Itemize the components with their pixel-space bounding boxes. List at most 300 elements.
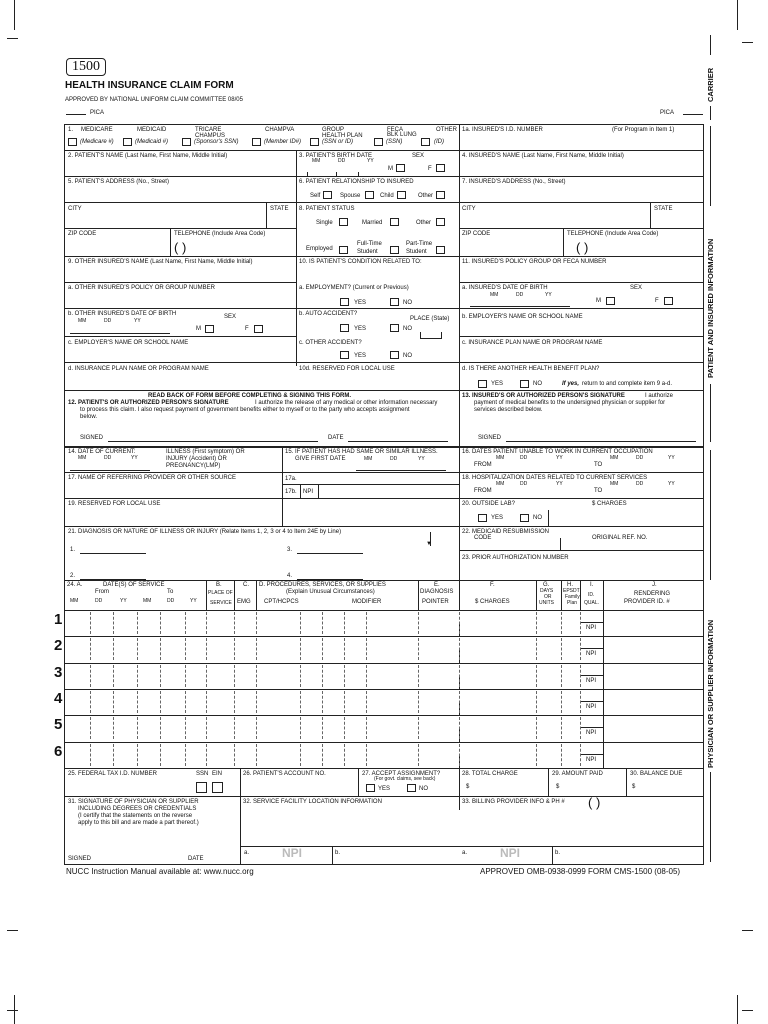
status-fulltime[interactable]: [390, 246, 399, 254]
form-line: [206, 580, 207, 610]
service-line-divider: [206, 744, 207, 766]
box6-label-label: 6. PATIENT RELATIONSHIP TO INSURED: [299, 179, 414, 185]
box11-c-label: c. INSURANCE PLAN NAME OR PROGRAM NAME: [462, 340, 603, 346]
service-line-divider: [322, 638, 323, 660]
box7-paren-label: ( ): [576, 240, 589, 255]
form-line: [418, 580, 419, 610]
box3-dd-label: DD: [338, 158, 346, 164]
service-line-divider: [206, 665, 207, 687]
box26-label: 26. PATIENT'S ACCOUNT NO.: [243, 771, 326, 777]
common-yy-label: YY: [134, 318, 141, 324]
box6-opts-0-label: Self: [310, 193, 321, 199]
insured-id-label: 1a. INSURED'S I.D. NUMBER: [462, 127, 543, 133]
status-employed[interactable]: [339, 246, 348, 254]
box24-cpt-label: CPT/HCPCS: [264, 599, 299, 605]
box10-place-label: PLACE (State): [410, 316, 450, 322]
service-line-divider: [561, 691, 562, 713]
service-line-divider: [256, 717, 257, 739]
service-line-divider: [256, 691, 257, 713]
form-line: [318, 484, 319, 498]
form-line: [64, 336, 296, 337]
service-line-divider: [322, 612, 323, 634]
outside-lab-no[interactable]: [520, 514, 529, 522]
common-mm-label: MM: [496, 455, 505, 461]
service-line-divider: [113, 665, 114, 687]
service-line-divider: [206, 638, 207, 660]
box1-options-1-label: MEDICAID: [137, 127, 167, 133]
rel-other-checkbox[interactable]: [436, 191, 445, 199]
service-line-divider: [418, 612, 419, 634]
box16-from-label: FROM: [474, 462, 492, 468]
box24-j-label: J.: [652, 582, 657, 588]
service-line-divider: [536, 717, 537, 739]
service-line-divider: [137, 717, 138, 739]
box13-signed-label: SIGNED: [478, 435, 502, 441]
status-other[interactable]: [436, 218, 445, 226]
common-no-label: NO: [533, 381, 542, 387]
form-line: [650, 202, 651, 228]
box8-other-label: Other: [416, 220, 432, 226]
box8-student-label: Student: [357, 249, 378, 255]
box29-dollar-label: $: [556, 784, 560, 790]
another-plan-no[interactable]: [520, 380, 529, 388]
box1-sub1-label: CHAMPUS: [195, 133, 226, 139]
service-line-divider: [90, 612, 91, 634]
common-mm-label: MM: [496, 481, 505, 487]
status-parttime[interactable]: [436, 246, 445, 254]
form-line: [282, 484, 459, 485]
form-line: [64, 362, 704, 363]
other-accident-yes[interactable]: [340, 351, 349, 359]
box9-d-label: d. INSURANCE PLAN NAME OR PROGRAM NAME: [68, 366, 209, 372]
box18-label-label: 18. HOSPITALIZATION DATES RELATED TO CURRENT SERVICES: [462, 475, 648, 481]
employment-yes[interactable]: [340, 298, 349, 306]
box15-l1-label: 15. IF PATIENT HAS HAD SAME OR SIMILAR ILLNESS.: [285, 449, 438, 455]
common-m-label: M: [596, 298, 601, 304]
box12-text3-label: below.: [80, 414, 98, 420]
box27-label-label: 27. ACCEPT ASSIGNMENT?: [362, 771, 441, 777]
box25-ein-label: EIN: [212, 771, 223, 777]
form-line: [358, 768, 359, 796]
medicare-checkbox[interactable]: [68, 138, 77, 146]
common-dd-label: DD: [636, 481, 644, 487]
box25-ssn-label: SSN: [196, 771, 209, 777]
employment-no[interactable]: [390, 298, 399, 306]
box24-f2-label: $ CHARGES: [475, 599, 510, 605]
common-yy-label: YY: [190, 598, 197, 604]
service-line-mid: [580, 727, 603, 728]
box21-n1-label: 1.: [70, 547, 76, 553]
box31-date-label: DATE: [188, 856, 204, 862]
common-mm-label: MM: [490, 292, 499, 298]
form-line: [506, 441, 696, 442]
box8-fts-label: Full-Time: [357, 241, 382, 247]
box24-e3-label: POINTER: [422, 599, 449, 605]
box9-sex-label: SEX: [630, 285, 643, 291]
approved-by: APPROVED BY NATIONAL UNIFORM CLAIM COMMITTEE 08/05: [65, 97, 243, 103]
rel-self-checkbox[interactable]: [323, 191, 332, 199]
box30-dollar-label: $: [632, 784, 636, 790]
common-yy-label: YY: [556, 455, 563, 461]
box1a-note-label: (For Program in Item 1): [612, 127, 675, 133]
box24-d2-label: (Explain Unusual Circumstances): [286, 589, 375, 595]
box24-h4-label: Plan: [567, 600, 578, 606]
box18-to-label: TO: [594, 488, 603, 494]
box31-l1-label: 31. SIGNATURE OF PHYSICIAN OR SUPPLIER: [68, 799, 199, 805]
box33-npi-label: NPI: [500, 846, 521, 860]
accept-assignment-no[interactable]: [407, 784, 416, 792]
form-line: [548, 768, 549, 796]
box4-label: 4. INSURED'S NAME (Last Name, First Name, Middle Initial): [462, 153, 624, 159]
box31-signed-label: SIGNED: [68, 856, 92, 862]
common-dd-label: DD: [636, 455, 644, 461]
box8-label-label: 8. PATIENT STATUS: [299, 206, 355, 212]
form-line: [256, 580, 257, 610]
service-line-divider: [561, 665, 562, 687]
service-line-divider: [113, 612, 114, 634]
box1-codes-0-label: (Medicare #): [80, 139, 114, 145]
patient-sex-f[interactable]: [436, 164, 445, 172]
box24-i2-label: ID.: [588, 592, 595, 598]
box30-label-label: 30. BALANCE DUE: [630, 771, 683, 777]
box1-options-5-label: FECA: [387, 127, 404, 133]
box24-to-label: To: [167, 589, 174, 595]
box24-g-label: G.: [543, 582, 550, 588]
box17-b-label: 17b.: [285, 489, 297, 495]
feca-checkbox[interactable]: [374, 138, 383, 146]
service-line-npi: NPI: [586, 625, 597, 631]
service-line-divider: [344, 638, 345, 660]
box12-read-label: READ BACK OF FORM BEFORE COMPLETING & SIGNING THIS FORM.: [148, 393, 351, 399]
margin-mark: [7, 1010, 18, 1011]
box24-e2-label: DIAGNOSIS: [420, 589, 454, 595]
box1-label-label: 1.: [68, 127, 74, 133]
pica-right: PICA: [660, 110, 675, 116]
common-dd-label: DD: [520, 455, 528, 461]
service-line-divider: [113, 691, 114, 713]
form-line: [459, 336, 704, 337]
footer-approved: APPROVED OMB-0938-0999 FORM CMS-1500 (08-05): [480, 867, 681, 876]
box17-a-label: 17a.: [285, 476, 297, 482]
box24-emg-label: EMG: [237, 599, 251, 605]
box10-no-label: NO: [403, 300, 412, 306]
common-f-label: F: [245, 326, 249, 332]
box1-codes-5-label: (SSN): [386, 139, 403, 145]
pica-left: PICA: [90, 110, 105, 116]
champva-checkbox[interactable]: [252, 138, 261, 146]
common-mm-label: MM: [78, 455, 87, 461]
form-line: [64, 446, 704, 448]
form-line: [710, 772, 711, 862]
form-line: [710, 384, 711, 442]
service-line-divider: [300, 744, 301, 766]
box12-signed-label: SIGNED: [80, 435, 104, 441]
common-dd-label: DD: [520, 481, 528, 487]
box13-text1-label: I authorize: [645, 393, 674, 399]
box11-b-label: b. EMPLOYER'S NAME OR SCHOOL NAME: [462, 314, 583, 320]
service-line-divider: [344, 665, 345, 687]
common-mm-label: MM: [610, 481, 619, 487]
box13-text2-label: payment of medical benefits to the undersigned physician or supplier for: [474, 400, 666, 406]
box24-e-label: E.: [434, 582, 440, 588]
margin-mark: [7, 930, 18, 931]
form-line: [470, 306, 570, 307]
form-line: [560, 538, 561, 550]
box24-dates-label: DATE(S) OF SERVICE: [103, 582, 165, 588]
box22-l1-label: 22. MEDICAID RESUBMISSION: [462, 529, 550, 535]
service-line-mid: [580, 648, 603, 649]
box24-i3-label: QUAL.: [584, 600, 600, 606]
auto-accident-yes[interactable]: [340, 324, 349, 332]
service-line-number: 2: [54, 637, 63, 654]
service-line-divider: [256, 638, 257, 660]
box32-b-label: b.: [335, 850, 341, 856]
ssn-checkbox[interactable]: [196, 782, 207, 793]
form-line: [64, 202, 704, 203]
service-line-divider: [256, 744, 257, 766]
form-line: [64, 256, 704, 257]
service-line-divider: [344, 691, 345, 713]
status-single[interactable]: [339, 218, 348, 226]
service-line-divider: [185, 665, 186, 687]
margin-mark: [742, 930, 753, 931]
box9-a-label: a. OTHER INSURED'S POLICY OR GROUP NUMBER: [68, 285, 215, 291]
box7-zip-label: ZIP CODE: [462, 231, 491, 237]
box17-npi-label: NPI: [303, 489, 314, 495]
form-line: [626, 768, 627, 796]
box10-yes-label: YES: [354, 300, 367, 306]
group-checkbox[interactable]: [310, 138, 319, 146]
box20-label-label: 20. OUTSIDE LAB?: [462, 501, 516, 507]
box1-sub_feca-label: BLK LUNG: [387, 132, 417, 138]
service-line-divider: [160, 744, 161, 766]
patient-sex-m[interactable]: [396, 164, 405, 172]
outside-lab-yes[interactable]: [478, 514, 487, 522]
rel-spouse-checkbox[interactable]: [365, 191, 374, 199]
auto-accident-no[interactable]: [390, 324, 399, 332]
form-line: [64, 580, 704, 581]
ein-checkbox[interactable]: [212, 782, 223, 793]
service-line-divider: [300, 665, 301, 687]
form-line: [108, 441, 318, 442]
box13-label-label: 13. INSURED'S OR AUTHORIZED PERSON'S SIGNATURE: [462, 393, 625, 399]
form-line: [459, 228, 704, 229]
box16-to-label: TO: [594, 462, 603, 468]
service-line-divider: [536, 665, 537, 687]
service-line-divider: [206, 691, 207, 713]
box33-label-label: 33. BILLING PROVIDER INFO & PH #: [462, 799, 565, 805]
box21-n3-label: 3.: [287, 547, 293, 553]
box7-phone-label: TELEPHONE (Include Area Code): [567, 231, 659, 237]
box29-label-label: 29. AMOUNT PAID: [552, 771, 603, 777]
box8-single-label: Single: [316, 220, 333, 226]
box31-l2-label: INCLUDING DEGREES OR CREDENTIALS: [78, 806, 197, 812]
margin-line: [14, 995, 15, 1024]
service-line-number: 1: [54, 611, 63, 628]
service-line-divider: [366, 665, 367, 687]
box24-j3-label: PROVIDER ID. #: [624, 599, 670, 605]
box6-opts-2-label: Child: [380, 193, 394, 199]
service-line-divider: [459, 744, 460, 766]
service-line-number: 6: [54, 743, 63, 760]
another-plan-yes[interactable]: [478, 380, 487, 388]
service-line-npi: NPI: [586, 678, 597, 684]
insured-sex-f[interactable]: [664, 297, 673, 305]
box24-c-label: C.: [243, 582, 249, 588]
box9-c-label: c. EMPLOYER'S NAME OR SCHOOL NAME: [68, 340, 189, 346]
box27-no-label: NO: [419, 786, 428, 792]
service-line-divider: [160, 691, 161, 713]
form-line: [561, 580, 562, 610]
box1-codes-2-label: (Sponsor's SSN): [194, 139, 239, 145]
common-mm-label: MM: [143, 598, 152, 604]
service-line-divider: [459, 691, 460, 713]
box2-label: 2. PATIENT'S NAME (Last Name, First Name, Middle Initial): [68, 153, 228, 159]
box1-codes-4-label: (SSN or ID): [322, 139, 354, 145]
box24-pos1-label: PLACE OF: [208, 590, 233, 596]
box28-label-label: 28. TOTAL CHARGE: [462, 771, 518, 777]
box3-f-label: F: [428, 166, 432, 172]
other-insured-sex-f[interactable]: [254, 325, 263, 333]
form-line: [703, 124, 704, 864]
service-line-divider: [418, 744, 419, 766]
service-line-divider: [344, 612, 345, 634]
box24-h3-label: Family: [565, 594, 580, 600]
box10-b-label: b. AUTO ACCIDENT?: [299, 311, 358, 317]
box24-pos2-label: SERVICE: [210, 600, 232, 606]
service-line-divider: [185, 612, 186, 634]
box22-l2-label: CODE: [474, 535, 492, 541]
service-line-mid: [580, 754, 603, 755]
box11-a-label: a. INSURED'S DATE OF BIRTH: [462, 285, 548, 291]
rel-child-checkbox[interactable]: [397, 191, 406, 199]
status-married[interactable]: [390, 218, 399, 226]
common-dd-label: DD: [95, 598, 103, 604]
side-label-carrier: CARRIER: [706, 67, 715, 102]
box11-ifyes-label: If yes,: [562, 381, 580, 387]
box24-from-label: From: [95, 589, 109, 595]
service-line-divider: [206, 717, 207, 739]
box1-codes-6-label: (ID): [434, 139, 444, 145]
box1-sub_group-label: HEALTH PLAN: [322, 133, 363, 139]
medicaid-checkbox[interactable]: [123, 138, 132, 146]
other-checkbox[interactable]: [421, 138, 430, 146]
common-mm-label: MM: [78, 318, 87, 324]
box24-f-label: F.: [490, 582, 495, 588]
other-insured-sex-m[interactable]: [205, 325, 214, 333]
form-line: [64, 498, 704, 499]
box24-i-label: I.: [590, 582, 594, 588]
common-yy-label: YY: [668, 455, 675, 461]
margin-line: [14, 0, 15, 30]
side-arrow: [710, 106, 711, 120]
form-line: [266, 202, 267, 228]
form-line: [296, 150, 297, 366]
form-line: [332, 846, 333, 864]
box3-yy-label: YY: [367, 158, 374, 164]
form-line: [348, 441, 448, 442]
service-line-divider: [90, 691, 91, 713]
accept-assignment-yes[interactable]: [366, 784, 375, 792]
box18-from-label: FROM: [474, 488, 492, 494]
box1-options-3-label: CHAMPVA: [265, 127, 295, 133]
margin-line: [737, 0, 738, 30]
box1-options-4-label: GROUP: [322, 127, 345, 133]
service-line-divider: [185, 717, 186, 739]
service-line-divider: [256, 665, 257, 687]
service-line-divider: [536, 612, 537, 634]
common-dd-label: DD: [104, 318, 112, 324]
service-line-border: [603, 610, 604, 768]
form-line: [710, 126, 711, 206]
common-yy-label: YY: [131, 455, 138, 461]
form-line: [170, 228, 171, 256]
box25-label-label: 25. FEDERAL TAX I.D. NUMBER: [68, 771, 157, 777]
form-number: 1500: [66, 58, 106, 76]
tricare-checkbox[interactable]: [182, 138, 191, 146]
box9-b-label: b. OTHER INSURED'S DATE OF BIRTH: [68, 311, 177, 317]
service-line-divider: [234, 638, 235, 660]
box20-yes-label: YES: [491, 515, 504, 521]
other-accident-no[interactable]: [390, 351, 399, 359]
form-line: [64, 228, 296, 229]
service-line-divider: [580, 717, 581, 739]
common-mm-label: MM: [610, 455, 619, 461]
form-line: [563, 228, 564, 256]
box1-options-0-label: MEDICARE: [81, 127, 113, 133]
form-line: [64, 308, 704, 309]
box31-l3-label: (I certify that the statements on the reverse: [78, 813, 193, 819]
box9-label-label: 9. OTHER INSURED'S NAME (Last Name, First Name, Middle Initial): [68, 259, 253, 265]
form-line: [234, 580, 235, 610]
service-line-divider: [536, 638, 537, 660]
box16-label-label: 16. DATES PATIENT UNABLE TO WORK IN CURRENT OCCUPATION: [462, 449, 653, 455]
margin-mark: [742, 1010, 753, 1011]
service-line-npi: NPI: [586, 730, 597, 736]
service-line-divider: [322, 744, 323, 766]
service-line-divider: [561, 612, 562, 634]
form-line: [552, 846, 553, 864]
form-line: [240, 846, 704, 847]
form-line: [64, 150, 704, 151]
box28-dollar-label: $: [466, 784, 470, 790]
service-line-divider: [160, 665, 161, 687]
service-line-divider: [459, 638, 460, 660]
box24-g4-label: UNITS: [539, 600, 554, 606]
box1-codes-3-label: (Member ID#): [264, 139, 302, 145]
form-line: [64, 864, 704, 865]
form-line: [66, 114, 86, 115]
box11-d-label: d. IS THERE ANOTHER HEALTH BENEFIT PLAN?: [462, 366, 600, 372]
common-dd-label: DD: [167, 598, 175, 604]
service-line-divider: [256, 612, 257, 634]
service-line-number: 3: [54, 664, 63, 681]
form-line: [420, 332, 421, 338]
insured-sex-m[interactable]: [606, 297, 615, 305]
box10-no-label: NO: [403, 326, 412, 332]
form-line: [80, 553, 146, 554]
common-yy-label: YY: [120, 598, 127, 604]
margin-mark: [742, 42, 753, 43]
box21-n2-label: 2.: [70, 573, 76, 579]
form-line: [64, 768, 704, 769]
box10-c-label: c. OTHER ACCIDENT?: [299, 340, 362, 346]
service-line-divider: [561, 744, 562, 766]
service-line-divider: [418, 638, 419, 660]
box5-label-label: 5. PATIENT'S ADDRESS (No., Street): [68, 179, 169, 185]
form-line: [548, 510, 549, 526]
box5-state-label: STATE: [270, 206, 289, 212]
